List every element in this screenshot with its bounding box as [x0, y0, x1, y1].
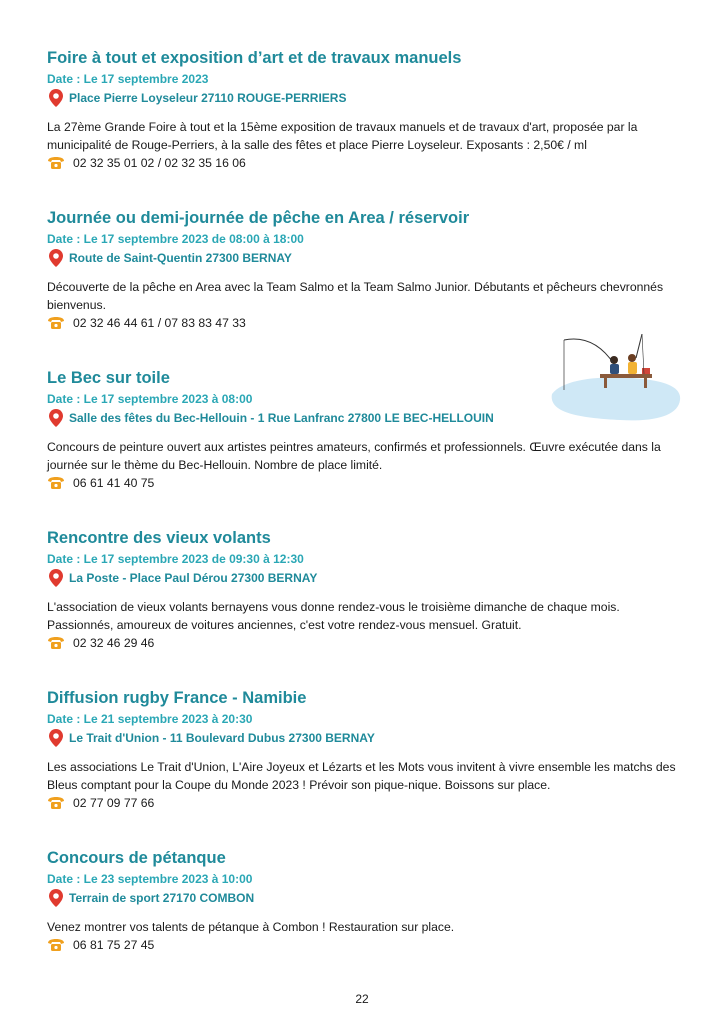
event-title: Rencontre des vieux volants: [47, 529, 271, 547]
event-place-label: Salle des fêtes du Bec-Hellouin - 1 Rue Lanfranc 27800 LE BEC-HELLOUIN: [69, 411, 494, 425]
event-phone: [47, 474, 687, 492]
event-description: L'association de vieux volants bernayens vous donne rendez-vous le troisième dimanche de chaque mois. Passionnés, amoureux de voitures anciennes, c'est votre rendez-vous mensuel. Gratuit.: [47, 600, 620, 632]
phone-icon: [47, 156, 65, 170]
location-pin-icon: [49, 569, 63, 587]
event-date: Date : Le 17 septembre 2023 à 08:00: [47, 392, 253, 406]
event-phone-number: 02 77 09 77 66: [73, 796, 155, 810]
event-phone: [47, 314, 687, 332]
event-place: [47, 249, 687, 267]
event-description: Découverte de la pêche en Area avec la Team Salmo et la Team Salmo Junior. Débutants et pêcheurs chevronnés bienvenus.: [47, 280, 664, 312]
location-pin-icon: [49, 729, 63, 747]
event-description: Venez montrer vos talents de pétanque à Combon ! Restauration sur place.: [47, 920, 455, 934]
event-place-label: Place Pierre Loyseleur 27110 ROUGE-PERRIERS: [69, 91, 347, 105]
event-phone: [47, 794, 687, 812]
event-phone-number: 02 32 46 29 46: [73, 636, 155, 650]
event-place: [47, 569, 687, 587]
event-block: [47, 528, 687, 652]
event-phone-number: 02 32 35 01 02 / 02 32 35 16 06: [73, 156, 246, 170]
event-block: [47, 848, 687, 954]
event-description: La 27ème Grande Foire à tout et la 15ème exposition de travaux manuels et de travaux d'art, proposée par la municipalité de Rouge-Perriers, à la salle des fêtes et place Pierre Loyseleur. Exposants : 2,50€ / ml: [47, 120, 638, 152]
event-place-label: La Poste - Place Paul Dérou 27300 BERNAY: [69, 571, 318, 585]
event-title: Journée ou demi-journée de pêche en Area / réservoir: [47, 209, 470, 227]
event-place-label: Route de Saint-Quentin 27300 BERNAY: [69, 251, 292, 265]
phone-icon: [47, 938, 65, 952]
event-place-label: Le Trait d'Union - 11 Boulevard Dubus 27300 BERNAY: [69, 731, 375, 745]
event-phone-number: 06 61 41 40 75: [73, 476, 155, 490]
location-pin-icon: [49, 89, 63, 107]
event-date: Date : Le 17 septembre 2023 de 09:30 à 12:30: [47, 552, 304, 566]
event-place: [47, 89, 687, 107]
event-date: Date : Le 17 septembre 2023: [47, 72, 209, 86]
location-pin-icon: [49, 249, 63, 267]
event-date: Date : Le 23 septembre 2023 à 10:00: [47, 872, 253, 886]
event-block: [47, 688, 687, 812]
event-place-label: Terrain de sport 27170 COMBON: [69, 891, 255, 905]
event-block: [47, 368, 687, 492]
event-place: [47, 889, 687, 907]
page-number: 22: [355, 992, 369, 1006]
event-title: Concours de pétanque: [47, 849, 226, 867]
event-phone-number: 02 32 46 44 61 / 07 83 83 47 33: [73, 316, 246, 330]
event-phone: [47, 936, 687, 954]
event-title: Foire à tout et exposition d’art et de travaux manuels: [47, 49, 462, 67]
phone-icon: [47, 796, 65, 810]
event-block: [47, 208, 687, 332]
event-description: Les associations Le Trait d'Union, L'Aire Joyeux et Lézarts et les Mots vous invitent à vivre ensemble les matchs des Bleus comptant pour la Coupe du Monde 2023 ! Prévoir son pique-nique. Boissons sur place.: [47, 760, 676, 792]
location-pin-icon: [49, 409, 63, 427]
event-phone-number: 06 81 75 27 45: [73, 938, 155, 952]
phone-icon: [47, 476, 65, 490]
event-title: Le Bec sur toile: [47, 369, 170, 387]
phone-icon: [47, 316, 65, 330]
event-phone: [47, 634, 687, 652]
event-date: Date : Le 17 septembre 2023 de 08:00 à 18:00: [47, 232, 304, 246]
event-title: Diffusion rugby France - Namibie: [47, 689, 307, 707]
event-description: Concours de peinture ouvert aux artistes peintres amateurs, confirmés et professionnels. Œuvre exécutée dans la journée sur le thème du Bec-Hellouin. Nombre de place limité.: [47, 440, 661, 472]
phone-icon: [47, 636, 65, 650]
location-pin-icon: [49, 889, 63, 907]
event-place: [47, 409, 687, 427]
event-phone: [47, 154, 687, 172]
event-date: Date : Le 21 septembre 2023 à 20:30: [47, 712, 253, 726]
event-place: [47, 729, 687, 747]
event-block: [47, 48, 687, 172]
